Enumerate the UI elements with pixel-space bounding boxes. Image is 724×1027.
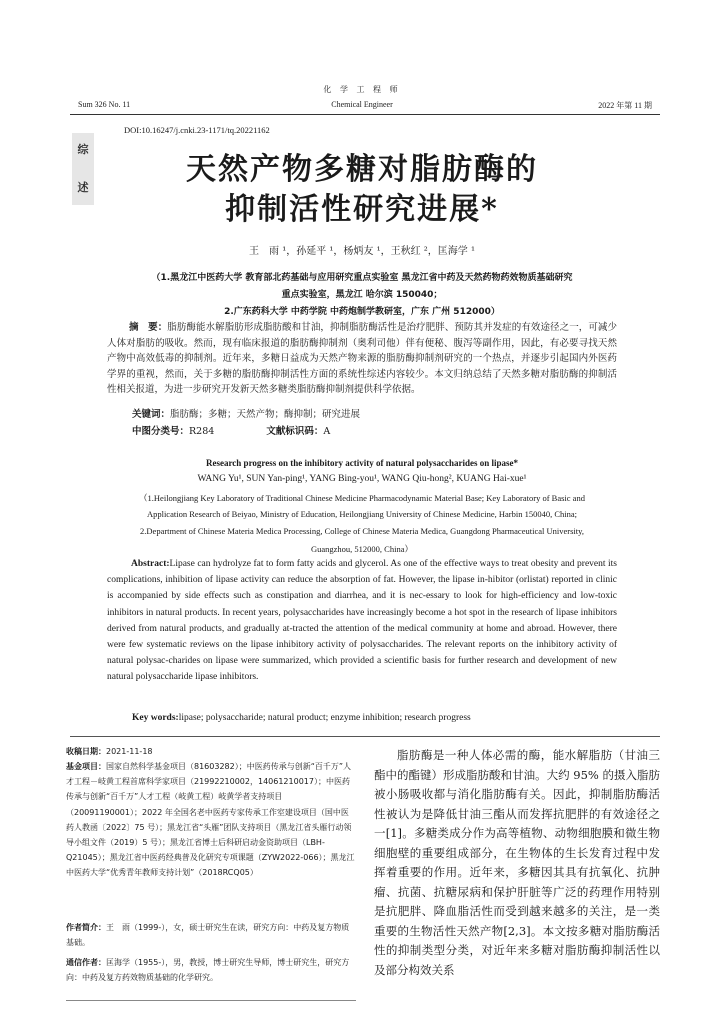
affiliation-cn-2: 重点实验室，黑龙江 哈尔滨 150040；: [281, 290, 443, 300]
title-line-1: 天然产物多糖对脂肪酶的: [186, 152, 538, 187]
body-paragraph: 脂肪酶是一种人体必需的酶，能水解脂肪（甘油三酯中的酯键）形成脂肪酸和甘油。大约 95% 的摄入脂肪被小肠吸收都与消化脂肪酶有关。因此，抑制脂肪酶活性被认为是降低甘油三酯从而发挥抗肥胖的有效途径之一[1]。多糖类成分作为高等植物、动物细胞膜和微生物细胞壁的重要组成部分，在生物体的生长发育过程中发挥着重要的作用。近年来，多糖因其具有抗氧化、抗肿瘤、抗菌、抗糖尿病和保护肝脏等广泛的药理作用特别是抗肥胖、降血脂活性而受到越来越多的关注，是一类重要的生物活性天然产物[2,3]。本文按多糖对脂肪酶活性的抑制类型分类，对近年来多糖对脂肪酶抑制活性以及部分构效关系: [374, 748, 660, 977]
keywords-cn: [132, 406, 360, 420]
abstract-cn: [107, 320, 617, 398]
doc-code-label: 文献标识码：: [266, 426, 324, 437]
keywords-cn-value: 脂肪酶；多糖；天然产物；酶抑制；研究进展: [170, 409, 361, 420]
journal-name-cn: 化 学 工 程 师: [323, 85, 401, 94]
abstract-cn-text: 脂肪酶能水解脂肪形成脂肪酸和甘油，抑制脂肪酶活性是治疗肥胖、预防其并发症的有效途径之一，可减少人体对脂肪的吸收。然而，现有临床报道的脂肪酶抑制剂（奥利司他）伴有便秘、腹泻等副作用，因此，有必要寻找天然产物中高效低毒的抑制剂。近年来，多糖日益成为天然产物来源的脂肪酶抑制剂研究的一个热点，并逐步引起国内外医药学界的重视，然而，关于多糖的脂肪酶抑制活性方面的系统性综述内容较少。本文归纳总结了天然多糖对脂肪酶的抑制活性相关报道，为进一步研究开发新天然多糖类脂肪酶抑制剂提供科学依据。: [107, 322, 617, 395]
corresponding-author: [66, 955, 356, 985]
keywords-en: [132, 713, 471, 723]
header-rule: [70, 114, 660, 115]
fund-label: 基金项目：: [66, 762, 106, 771]
clc-value: R284: [189, 426, 215, 437]
affiliation-cn-1: （1.黑龙江中医药大学 教育部北药基础与应用研究重点实验室 黑龙江省中药及天然药物药效物质基础研究: [151, 273, 573, 283]
title-en: Research progress on the inhibitory activity of natural polysaccharides on lipase*: [205, 458, 518, 468]
affiliation-en-1: （1.Heilongjiang Key Laboratory of Traditional Chinese Medicine Pharmacodynamic Material Base; Key Laboratory of Basic and: [139, 493, 585, 503]
doi: DOI:10.16247/j.cnki.23-1171/tq.20221162: [124, 125, 270, 135]
fund-info: [66, 759, 356, 881]
fund-value: 国家自然科学基金项目（81603282）；中医药传承与创新“百千万”人才工程－岐黄工程首席科学家项目（21992210002，14061210017）；中医药传承与创新“百千万”人才工程（岐黄工程）岐黄学者支持项目（20091190001）；2022 年全国名老中医药专家传承工作室建设项目（国中医药人教函〔2022〕75 号）；黑龙江省“头雁”团队支持项目（黑龙江省头雁行动领导小组文件（2019）5 号）；黑龙江省博士后科研启动金资助项目（LBH-Q21045）；黑龙江省中医药经典普及化研究专项课题（ZYW2022-066）；黑龙江中医药大学“优秀青年教师支持计划”（2018RCQ05）: [66, 762, 355, 878]
issue-date: 2022 年第 11 期: [598, 101, 652, 110]
author-bio-label: 作者简介：: [66, 923, 106, 932]
affiliation-en-4: Guangzhou, 512000, China）: [311, 544, 413, 554]
title-line-2: 抑制活性研究进展*: [225, 192, 499, 227]
keywords-en-label: Key words:: [132, 713, 179, 723]
section-divider: [70, 736, 660, 737]
doc-code-value: A: [323, 426, 331, 437]
corresponding-value: 匡海学（1955-），男，教授，博士研究生导师，博士研究生，研究方向：中药及复方药效物质基础的化学研究。: [66, 958, 350, 983]
authors-cn: 王 雨 ¹，孙延平 ¹，杨炳友 ¹，王秋红 ²，匡海学 ¹: [249, 246, 475, 257]
section-tag-char-2: 述: [77, 181, 89, 194]
abstract-en-text: Lipase can hydrolyze fat to form fatty acids and glycerol. As one of the effective ways to treat obesity and prevent its complications, inhibition of lipase activity can reduce the absorption of fat. However, the lipase in-hibitor (orlistat) reported in clinic is accompanied by side effects such as constipation and diarrhea, and it is nec-essary to look for high-efficiency and low-toxic inhibitors in natural products. In recent years, polysaccharides have increasingly become a hot spot in the research of lipase inhibitors derived from natural products, and gradually at-tracted the attention of the medical community at home and abroad. However, there were few systematic reviews on the lipase inhibitory activity of polysaccharides. The relevant reports on the inhibitory activity of natural polysac-charides on lipase were summarized, which provided a scientific basis for further research and development of new natural polysaccharide lipase inhibitors.: [107, 559, 617, 683]
received-value: 2021-11-18: [106, 747, 153, 756]
section-tag-char-1: 综: [77, 143, 89, 156]
abstract-en: [107, 556, 617, 686]
footnote-rule: [66, 1000, 356, 1001]
received-label: 收稿日期：: [66, 747, 106, 756]
affiliation-cn-3: 2.广东药科大学 中药学院 中药炮制学教研室，广东 广州 512000）: [224, 307, 500, 317]
clc-label: 中图分类号：: [132, 426, 190, 437]
abstract-cn-label: 摘 要：: [129, 322, 168, 333]
received-date: [66, 744, 356, 759]
author-bio-value: 王 雨（1999-），女，硕士研究生在读，研究方向：中药及复方物质基础。: [66, 923, 350, 948]
classification-numbers: [132, 423, 330, 437]
keywords-cn-label: 关键词：: [132, 409, 171, 420]
keywords-en-value: lipase; polysaccharide; natural product; enzyme inhibition; research progress: [178, 713, 471, 723]
authors-en: WANG Yu¹, SUN Yan-ping¹, YANG Bing-you¹, WANG Qiu-hong², KUANG Hai-xue¹: [197, 474, 527, 484]
affiliation-en-2: Application Research of Beiyao, Ministry of Education, Heilongjiang University of Chinese Medicine, Harbin 150040, China;: [146, 509, 578, 519]
issue-number: Sum 326 No. 11: [78, 100, 131, 109]
journal-name-en: Chemical Engineer: [331, 100, 393, 109]
author-bio: [66, 920, 356, 950]
abstract-en-label: Abstract:: [131, 559, 170, 569]
corresponding-label: 通信作者：: [66, 958, 106, 967]
affiliation-en-3: 2.Department of Chinese Materia Medica Processing, College of Chinese Materia Medica, Guangdong Pharmaceutical University,: [140, 526, 584, 536]
